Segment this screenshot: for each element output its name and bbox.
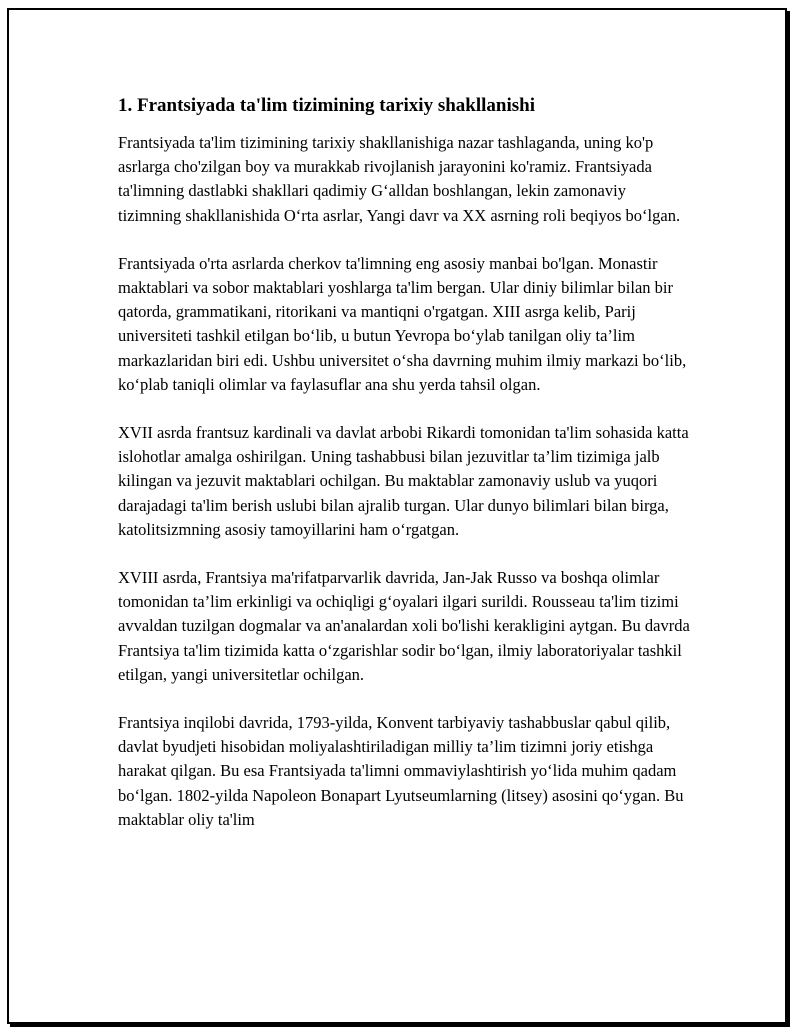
document-body [118, 94, 690, 856]
paragraph-2: Frantsiyada o'rta asrlarda cherkov ta'limning eng asosiy manbai bo'lgan. Monastir maktablari va sobor maktablari yoshlarga ta'lim bergan. Ular diniy bilimlar bilan bir qatorda, grammatikani, ritorikani va mantiqni o'rgatgan. XIII asrga kelib, Parij universiteti tashkil etilgan bo‘lib, u butun Yevropa bo‘ylab tanilgan oliy ta’lim markazlaridan biri edi. Ushbu universitet o‘sha davrning muhim ilmiy markazi bo‘lib, ko‘plab taniqli olimlar va faylasuflar ana shu yerda tahsil olgan. [118, 253, 687, 394]
section-title: 1. Frantsiyada ta'lim tizimining tarixiy shakllanishi [118, 95, 535, 116]
paragraph-3: XVII asrda frantsuz kardinali va davlat arbobi Rikardi tomonidan ta'lim sohasida katta islohotlar amalga oshirilgan. Uning tashabbusi bilan jezuvitlar ta’lim tizimiga jalb kilingan va jezuvit maktablari ochilgan. Bu maktablar zamonaviy uslub va yuqori darajadagi ta'lim berish uslubi bilan ajralib turgan. Ular dunyo bilimlari bilan birga, katolitsizmning asosiy tamoyillarini ham o‘rgatgan. [118, 423, 689, 539]
paragraph-1: Frantsiyada ta'lim tizimining tarixiy shakllanishiga nazar tashlaganda, uning ko'p asrlarga cho'zilgan boy va murakkab rivojlanish jarayonini ko'ramiz. Frantsiyada ta'limning dastlabki shakllari qadimiy G‘alldan boshlangan, lekin zamonaviy tizimning shakllanishida O‘rta asrlar, Yangi davr va XX asrning roli beqiyos bo‘lgan. [118, 133, 681, 225]
paragraph-5: Frantsiya inqilobi davrida, 1793-yilda, Konvent tarbiyaviy tashabbuslar qabul qilib, davlat byudjeti hisobidan moliyalashtiriladigan milliy ta’lim tizimni joriy etishga harakat qilgan. Bu esa Frantsiyada ta'limni ommaviylashtirish yo‘lida muhim qadam bo‘lgan. 1802-yilda Napoleon Bonapart Lyutseumlarning (litsey) asosini qo‘ygan. Bu maktablar oliy ta'lim [118, 713, 684, 829]
paragraph-4: XVIII asrda, Frantsiya ma'rifatparvarlik davrida, Jan-Jak Russo va boshqa olimlar tomonidan ta’lim erkinligi va ochiqligi g‘oyalari ilgari surildi. Rousseau ta'lim tizimi avvaldan tuzilgan dogmalar va an'analardan xoli bo'lishi kerakligini aytgan. Bu davrda Frantsiya ta'lim tizimida katta o‘zgarishlar sodir bo‘lgan, ilmiy laboratoriyalar tashkil etilgan, yangi universitetlar ochilgan. [118, 568, 690, 684]
